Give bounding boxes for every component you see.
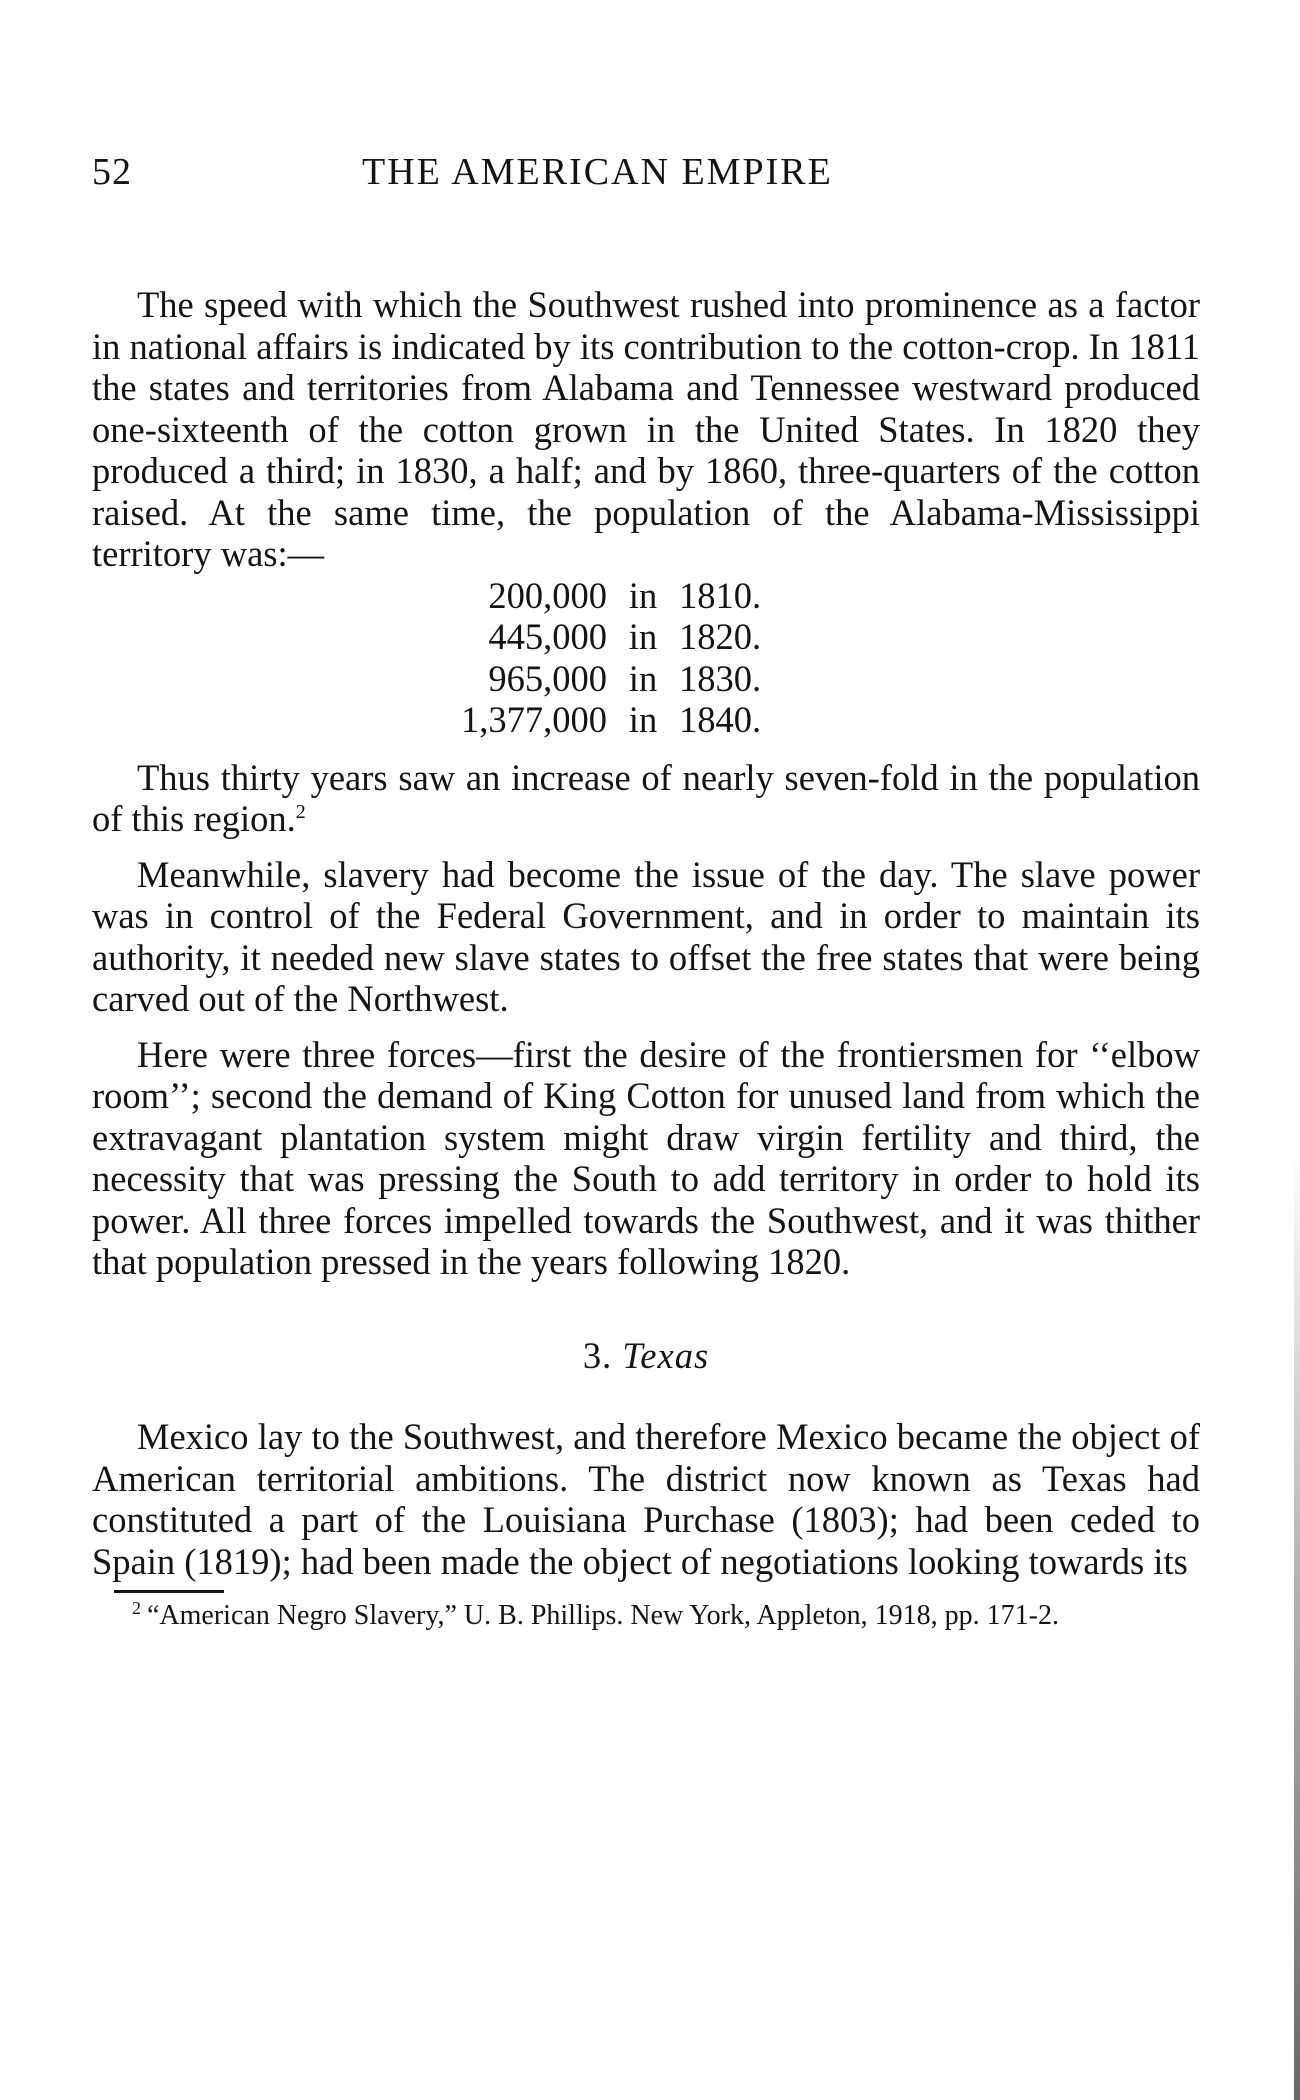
page-number: 52 xyxy=(92,151,132,193)
scan-edge-shadow xyxy=(1294,1150,1300,2100)
section-title: Texas xyxy=(622,1334,710,1376)
paragraph-seven-fold-text: Thus thirty years saw an increase of nearly seven-fold in the population of this region. xyxy=(92,756,1200,839)
paragraph-cotton-crop: The speed with which the Southwest rushed into prominence as a factor in national affairs is indicated by its contribution to the cotton-crop. In 1811 the states and territories from Alabama and Tennessee westward produced one-sixteenth of the cotton grown in the United States. In 1820 they produced a third; in 1830, a half; and by 1860, three-quarters of the cotton raised. At the same time, the population of the Alabama-Mississippi territory was:— xyxy=(92,284,1200,574)
population-in: in xyxy=(628,574,658,616)
footnote-marker: 2 xyxy=(132,1597,141,1618)
footnote-divider xyxy=(114,1590,224,1593)
population-in: in xyxy=(628,699,658,740)
population-count: 1,377,000 xyxy=(461,699,607,740)
footnote-reference[interactable]: 2 xyxy=(295,800,306,823)
population-count: 200,000 xyxy=(488,574,607,616)
population-row xyxy=(437,616,1200,658)
paragraph-slavery: Meanwhile, slavery had become the issue of the day. The slave power was in control of the Federal Government, and in order to maintain its authority, it needed new slave states to offset the free states that were being carved out of the Northwest. xyxy=(92,853,1200,1019)
population-row xyxy=(437,575,1200,617)
population-count: 445,000 xyxy=(488,616,607,657)
population-year: 1840. xyxy=(679,699,762,740)
section-number: 3. xyxy=(582,1334,613,1376)
book-page xyxy=(92,150,1200,1632)
paragraph-mexico: Mexico lay to the Southwest, and therefore Mexico became the object of American territorial ambitions. The district now known as Texas had constituted a part of the Louisiana Purchase (1803); had been ceded to Spain (1819); had been made the object of negotiations looking towards its xyxy=(92,1416,1200,1582)
population-row xyxy=(437,699,1200,741)
population-year: 1810. xyxy=(679,574,762,616)
population-table xyxy=(92,575,1200,741)
paragraph-seven-fold xyxy=(92,757,1200,840)
footnote-text: “American Negro Slavery,” U. B. Phillips. New York, Appleton, 1918, pp. 171-2. xyxy=(147,1600,1059,1631)
paragraph-three-forces: Here were three forces—first the desire of the frontiersmen for ‘‘elbow room’’; second the demand of King Cotton for unused land from which the extravagant plantation system might draw virgin fertility and third, the necessity that was pressing the South to add territory in order to hold its power. All three forces impelled towards the Southwest, and it was thither that population pressed in the years following 1820. xyxy=(92,1033,1200,1282)
running-header xyxy=(92,150,1200,210)
body-text xyxy=(92,284,1200,1632)
footnote xyxy=(92,1599,1200,1632)
population-in: in xyxy=(628,657,658,699)
section-heading xyxy=(92,1335,1200,1377)
running-title: THE AMERICAN EMPIRE xyxy=(362,151,833,193)
population-count: 965,000 xyxy=(488,657,607,699)
population-year: 1820. xyxy=(679,616,762,657)
population-in: in xyxy=(628,616,658,657)
population-row xyxy=(437,658,1200,700)
population-year: 1830. xyxy=(679,657,762,699)
